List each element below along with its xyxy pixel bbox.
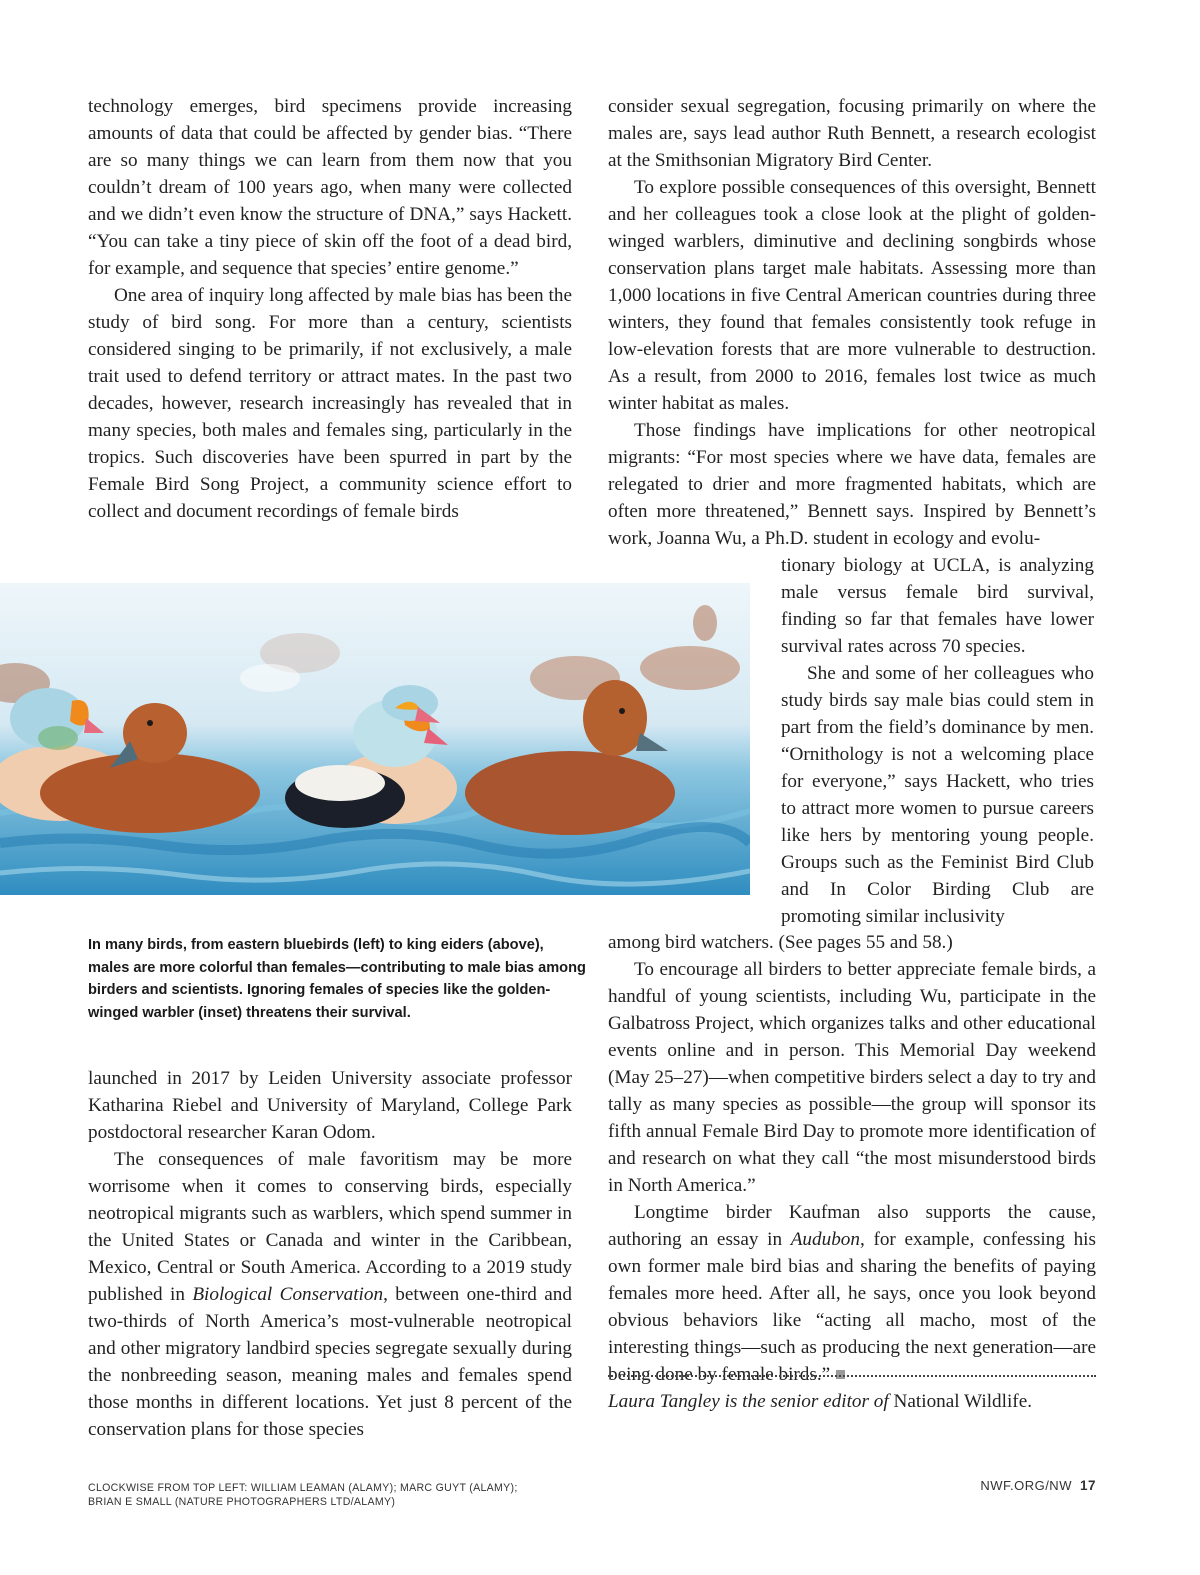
byline-text: Laura Tangley is the senior editor of	[608, 1391, 894, 1412]
article-column-left-bottom	[88, 1065, 572, 1443]
credits-line: CLOCKWISE FROM TOP LEFT: WILLIAM LEAMAN (ALAMY); MARC GUYT (ALAMY);	[88, 1482, 518, 1494]
photo-caption	[88, 934, 588, 1024]
article-column-right-narrow	[781, 552, 1094, 930]
paragraph: consider sexual segregation, focusing primarily on where the males are, says lead author Ruth Bennett, a research ecologist at the Smithsonian Migratory Bird Center.	[608, 96, 1096, 171]
byline-divider	[608, 1375, 1096, 1377]
paragraph-text: , for example, confessing his own former male bird bias and sharing the benefits of paying females more heed. After all, he says, once you look beyond obvious behaviors like “acting all macho, most of the interesting things—such as producing the next generation—are being done by female birds.”	[608, 1229, 1096, 1385]
photo-credits	[88, 1481, 608, 1509]
article-column-left-top	[88, 93, 572, 525]
paragraph: Those findings have implications for other neotropical migrants: “For most species where we have data, females are relegated to drier and more fragmented habitats, which are often more threatened,” Bennett says. Inspired by Bennett’s work, Joanna Wu, a Ph.D. student in ecology and evolu-	[608, 420, 1096, 549]
credits-line: BRIAN E SMALL (NATURE PHOTOGRAPHERS LTD/ALAMY)	[88, 1496, 396, 1508]
page-folio	[980, 1478, 1096, 1493]
journal-title: Biological Conservation	[192, 1284, 384, 1305]
paragraph-text: The consequences of male favoritism may be more worrisome when it comes to conserving birds, especially neotropical migrants such as warblers, which spend summer in the United States or Canada and winter in the Caribbean, Mexico, Central or South America. According to a 2019 study published in	[88, 1149, 572, 1305]
paragraph: One area of inquiry long affected by male bias has been the study of bird song. For more than a century, scientists considered singing to be primarily, if not exclusively, a male trait used to defend territory or attract mates. In the past two decades, however, research increasingly has revealed that in many species, both males and females sing, particularly in the tropics. Such discoveries have been spurred in part by the Female Bird Song Project, a community science effort to collect and document recordings of female birds	[88, 285, 572, 522]
paragraph: She and some of her colleagues who study birds say male bias could stem in part from the field’s dominance by men. “Ornithology is not a welcoming place for everyone,” says Hackett, who tries to attract more women to pursue careers like hers by mentoring young people. Groups such as the Feminist Bird Club and In Color Birding Club are promoting similar inclusivity	[781, 663, 1094, 927]
paragraph: tionary biology at UCLA, is analyzing male versus female bird survival, finding so far that females have lower survival rates across 70 species.	[781, 555, 1094, 657]
magazine-name: National Wildlife.	[893, 1391, 1033, 1412]
site-url: NWF.ORG/NW	[980, 1478, 1072, 1493]
paragraph: To explore possible consequences of this oversight, Bennett and her colleagues took a close look at the plight of golden-winged warblers, diminutive and declining songbirds whose conservation plans target male habitats. Assessing more than 1,000 locations in five Central American countries during three winters, they found that females consistently took refuge in low-elevation forests that are more vulnerable to destruction. As a result, from 2000 to 2016, females lost twice as much winter habitat as males.	[608, 177, 1096, 414]
paragraph	[608, 1199, 1096, 1388]
journal-title: Audubon	[790, 1229, 860, 1250]
paragraph	[88, 1146, 572, 1443]
article-column-right-bottom	[608, 929, 1096, 1388]
paragraph: To encourage all birders to better appreciate female birds, a handful of young scientists, including Wu, participate in the Galbatross Project, which organizes talks and other educational events online and in person. This Memorial Day weekend (May 25–27)—when competitive birders select a day to try and tally as many species as possible—the group will sponsor its fifth annual Female Bird Day to promote more identification of and research on what they call “the most misunderstood birds in North America.”	[608, 959, 1096, 1196]
paragraph: among bird watchers. (See pages 55 and 58.)	[608, 932, 953, 953]
caption-text: In many birds, from eastern bluebirds (left) to king eiders (above), males are more colorful than females—contributing to male bias among birders and scientists. Ignoring females of species like the golden-winged warbler (inset) threatens their survival.	[88, 937, 586, 1021]
king-eiders-photo	[0, 583, 750, 895]
author-byline	[608, 1388, 1096, 1415]
paragraph: technology emerges, bird specimens provide increasing amounts of data that could be affected by gender bias. “There are so many things we can learn from them now that you couldn’t dream of 100 years ago, when many were collected and we didn’t even know the structure of DNA,” says Hackett. “You can take a tiny piece of skin off the foot of a dead bird, for example, and sequence that species’ entire genome.”	[88, 96, 572, 279]
paragraph-text: , between one-third and two-thirds of North America’s most-vulnerable neotropical and other migratory landbird species segregate sexually during the nonbreeding season, meaning males and females spend those months in different locations. Yet just 8 percent of the conservation plans for those species	[88, 1284, 572, 1440]
paragraph-text: Longtime birder Kaufman also supports the cause, authoring an essay in	[608, 1202, 1096, 1250]
page-number: 17	[1079, 1478, 1096, 1493]
article-column-right-top	[608, 93, 1096, 552]
paragraph: launched in 2017 by Leiden University associate professor Katharina Riebel and University of Maryland, College Park postdoctoral researcher Karan Odom.	[88, 1068, 572, 1143]
